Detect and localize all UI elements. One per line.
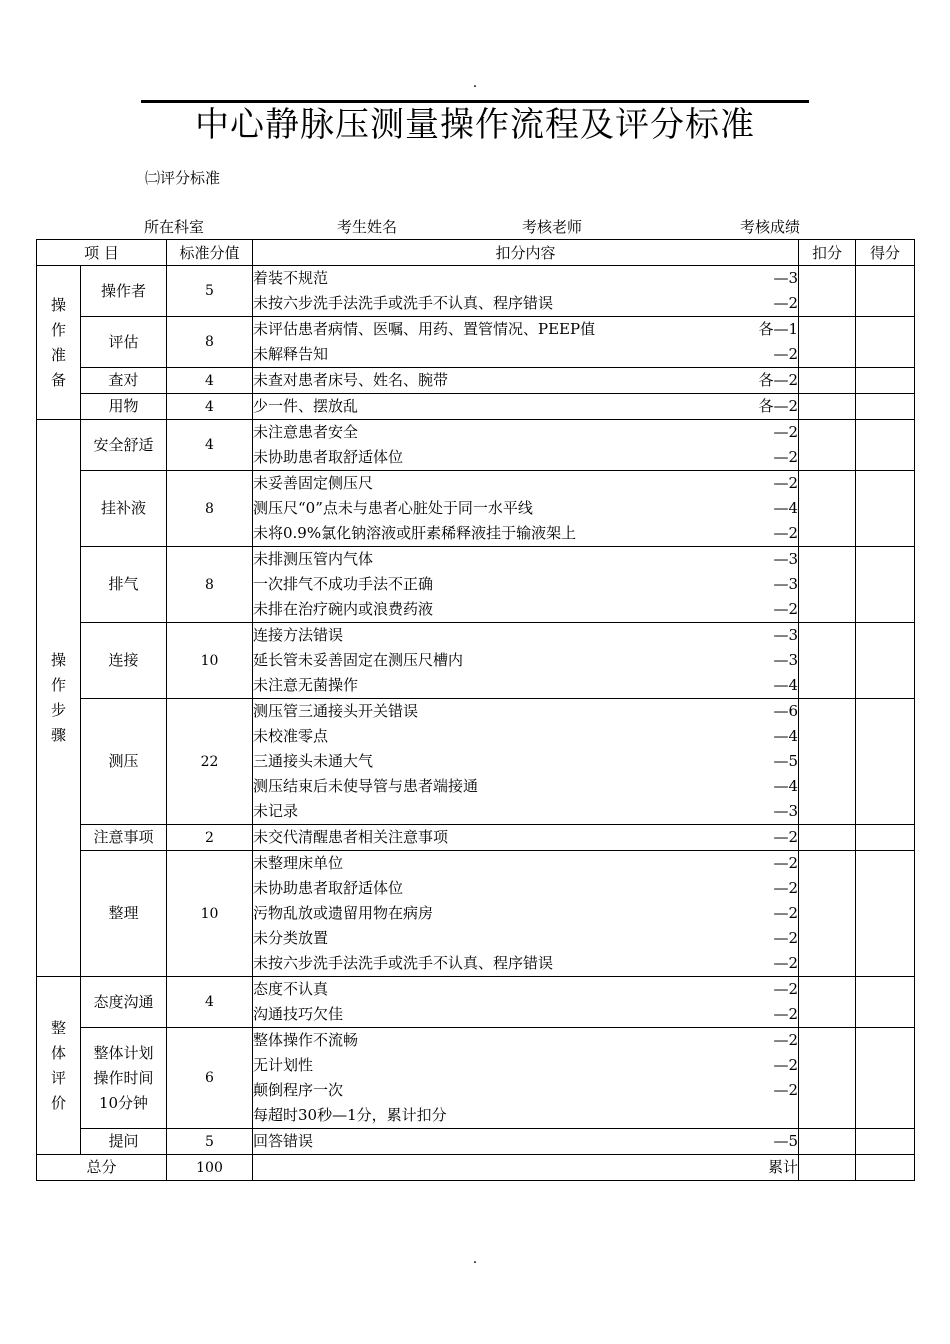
deduction-line [253,1028,798,1053]
deduction-line [253,420,798,445]
deduct-input-cell[interactable] [799,471,856,547]
deduction-line [253,1053,798,1078]
deduction-text: 未协助患者取舒适体位 [253,879,404,897]
deduction-content-cell [253,394,799,420]
item-cell [81,368,167,394]
deduction-points: —3 [773,575,798,593]
deduction-points: 各—1 [758,320,798,338]
deduction-line [253,699,798,724]
deduction-content-cell [253,471,799,547]
deduction-points: —2 [773,345,798,363]
item-label: 注意事项 [93,828,154,846]
deduction-points: —2 [773,980,798,998]
deduction-points: —2 [773,600,798,618]
deduction-text: 连接方法错误 [253,626,344,644]
item-label: 排气 [108,575,139,593]
standard-score-cell: 4 [167,420,253,471]
deduction-points: —4 [773,676,798,694]
item-cell [81,420,167,471]
deduction-content-cell [253,699,799,825]
deduction-points: —3 [773,550,798,568]
deduction-line [253,317,798,342]
page-marker-bottom: . [472,1251,478,1267]
deduction-content-cell [253,420,799,471]
table-row [37,851,915,977]
deduction-points: 各—2 [758,371,798,389]
deduction-text: 未交代清醒患者相关注意事项 [253,828,449,846]
deduction-points: —2 [773,904,798,922]
table-row [37,420,915,471]
deduction-points: —3 [773,269,798,287]
item-label: 整理 [108,904,139,922]
deduction-line [253,799,798,824]
item-label: 用物 [108,397,139,415]
category-cell [37,420,81,977]
table-row [37,623,915,699]
deduction-points: —2 [773,474,798,492]
deduction-text: 每超时30秒—1分，累计扣分 [253,1106,447,1124]
standard-score-cell: 8 [167,547,253,623]
item-label: 挂补液 [100,499,146,517]
score-input-cell[interactable] [856,394,915,420]
deduction-line [253,471,798,496]
item-cell [81,317,167,368]
category-label: 操作准备 [50,295,66,389]
deduction-text: 未注意患者安全 [253,423,359,441]
item-cell [81,547,167,623]
table-row [37,471,915,547]
deduction-points: —2 [773,828,798,846]
deduction-points: —3 [773,802,798,820]
deduction-line [253,851,798,876]
deduction-text: 未按六步洗手法洗手或洗手不认真、程序错误 [253,954,554,972]
score-input-cell[interactable] [856,623,915,699]
table-row [37,266,915,317]
deduction-line [253,977,798,1002]
item-label: 测压 [108,752,139,770]
standard-score-cell: 2 [167,825,253,851]
standard-score-cell: 8 [167,471,253,547]
table-header-row [37,240,915,266]
category-cell [37,977,81,1155]
deduction-text: 颠倒程序一次 [253,1081,344,1099]
deduction-text: 未解释告知 [253,345,329,363]
deduction-points: —5 [773,1132,798,1150]
deduction-points: —4 [773,499,798,517]
deduct-input-cell[interactable] [799,1028,856,1129]
deduction-points: —2 [773,954,798,972]
deduction-line [253,876,798,901]
item-label: 查对 [108,371,139,389]
header-deduct: 扣分 [799,240,856,266]
deduction-text: 未分类放置 [253,929,329,947]
total-label: 总分 [37,1155,167,1181]
table-row [37,1129,915,1155]
table-row [37,825,915,851]
deduction-text: 未排在治疗碗内或浪费药液 [253,600,434,618]
deduction-line [253,648,798,673]
deduction-points: —2 [773,524,798,542]
deduction-points: —2 [773,423,798,441]
item-cell [81,825,167,851]
item-cell [81,623,167,699]
header-got: 得分 [856,240,915,266]
deduction-text: 着装不规范 [253,269,329,287]
deduction-line [253,394,798,419]
deduction-points: —4 [773,727,798,745]
deduction-content-cell [253,851,799,977]
deduction-text: 未整理床单位 [253,854,344,872]
table-row [37,317,915,368]
deduction-line [253,368,798,393]
info-score-label: 考核成绩 [740,218,801,236]
standard-score-cell: 6 [167,1028,253,1129]
deduction-text: 未评估患者病情、医嘱、用药、置管情况、PEEP值 [253,320,596,338]
deduction-line [253,521,798,546]
deduction-text: 测压管三通接头开关错误 [253,702,419,720]
total-score-input-cell[interactable] [856,1155,915,1181]
standard-score-cell: 4 [167,977,253,1028]
deduction-points: —2 [773,294,798,312]
deduction-points: —5 [773,752,798,770]
deduction-line [253,445,798,470]
score-input-cell[interactable] [856,368,915,394]
table-row [37,547,915,623]
deduction-line [253,496,798,521]
deduction-line [253,266,798,291]
item-cell [81,1129,167,1155]
deduct-input-cell[interactable] [799,368,856,394]
deduction-points: —2 [773,929,798,947]
info-teacher-label: 考核老师 [522,218,583,236]
deduction-text: 测压尺“0”点未与患者心脏处于同一水平线 [253,499,533,517]
deduction-text: 未妥善固定侧压尺 [253,474,374,492]
score-table [36,239,915,1181]
standard-score-cell: 4 [167,394,253,420]
deduction-line [253,749,798,774]
item-label: 态度沟通 [93,992,154,1011]
standard-score-cell: 5 [167,266,253,317]
deduction-line [253,623,798,648]
item-label: 连接 [108,651,139,669]
score-input-cell[interactable] [856,851,915,977]
info-name-label: 考生姓名 [337,218,398,236]
deduction-points: —2 [773,854,798,872]
item-cell [81,394,167,420]
deduction-line [253,901,798,926]
deduction-text: 延长管未妥善固定在测压尺槽内 [253,651,464,669]
total-note: 累计 [767,1158,798,1176]
standard-score-cell: 10 [167,851,253,977]
deduction-points: —2 [773,1031,798,1049]
item-label: 操作者 [100,281,146,300]
deduct-input-cell[interactable] [799,851,856,977]
item-label-part: 整体计划 [93,1043,154,1062]
deduction-line [253,1078,798,1103]
deduct-input-cell[interactable] [799,623,856,699]
deduction-text: 无计划性 [253,1056,314,1074]
deduction-points: —6 [773,702,798,720]
deduction-points: —2 [773,879,798,897]
score-input-cell[interactable] [856,471,915,547]
deduct-input-cell[interactable] [799,547,856,623]
table-row [37,699,915,825]
deduction-points: —3 [773,626,798,644]
deduction-text: 少一件、摆放乱 [253,397,359,415]
section-subtitle: ㈡评分标准 [145,169,221,187]
deduction-content-cell [253,623,799,699]
total-note-line [253,1155,798,1180]
score-input-cell[interactable] [856,825,915,851]
deduction-points: 各—2 [758,397,798,415]
standard-score-cell: 5 [167,1129,253,1155]
deduction-text: 未校准零点 [253,727,329,745]
score-input-cell[interactable] [856,317,915,368]
deduction-line [253,724,798,749]
standard-score-cell: 4 [167,368,253,394]
deduction-text: 未按六步洗手法洗手或洗手不认真、程序错误 [253,294,554,312]
deduct-input-cell[interactable] [799,977,856,1028]
deduction-line [253,951,798,976]
deduction-text: 测压结束后未使导管与患者端接通 [253,777,479,795]
deduction-content-cell [253,547,799,623]
deduction-line [253,547,798,572]
deduction-points: —2 [773,448,798,466]
deduction-content-cell [253,266,799,317]
deduction-line [253,774,798,799]
deduction-line [253,572,798,597]
score-input-cell[interactable] [856,1129,915,1155]
total-row [37,1155,915,1181]
deduction-content-cell [253,317,799,368]
deduction-text: 未注意无菌操作 [253,676,359,694]
deduction-points: —4 [773,777,798,795]
score-input-cell[interactable] [856,547,915,623]
deduction-content-cell [253,977,799,1028]
item-cell [81,851,167,977]
item-label: 安全舒适 [93,435,154,454]
deduct-input-cell[interactable] [799,394,856,420]
deduction-points: —2 [773,1005,798,1023]
total-note-cell [253,1155,799,1181]
deduction-text: 沟通技巧欠佳 [253,1005,344,1023]
item-label-part: 操作时间 [93,1068,154,1087]
deduction-points: —3 [773,651,798,669]
table-row [37,394,915,420]
deduction-text: 未将0.9%氯化钠溶液或肝素稀释液挂于输液架上 [253,524,577,542]
deduction-text: 三通接头未通大气 [253,752,374,770]
item-label: 评估 [108,332,139,351]
header-item: 项 目 [37,240,167,266]
deduction-text: 态度不认真 [253,980,329,998]
document-title: 中心静脉压测量操作流程及评分标准 [195,105,755,145]
deduction-content-cell [253,368,799,394]
deduction-line [253,926,798,951]
deduction-text: 污物乱放或遗留用物在病房 [253,904,434,922]
category-cell [37,266,81,420]
total-deduct-cell[interactable] [799,1155,856,1181]
deduction-content-cell [253,1028,799,1129]
deduct-input-cell[interactable] [799,420,856,471]
score-input-cell[interactable] [856,420,915,471]
deduction-points: —2 [773,1056,798,1074]
deduction-line [253,1103,798,1128]
item-cell [81,471,167,547]
deduction-line [253,291,798,316]
item-cell [81,977,167,1028]
category-label: 整体评价 [50,1018,66,1112]
deduction-content-cell [253,825,799,851]
deduction-text: 未记录 [253,802,299,820]
item-label-part: 10分钟 [98,1093,149,1112]
deduction-line [253,673,798,698]
score-input-cell[interactable] [856,266,915,317]
deduction-line [253,1002,798,1027]
table-row [37,368,915,394]
item-cell [81,699,167,825]
deduction-text: 整体操作不流畅 [253,1031,359,1049]
item-cell [81,1028,167,1129]
deduction-text: 未协助患者取舒适体位 [253,448,404,466]
standard-score-cell: 10 [167,623,253,699]
score-input-cell[interactable] [856,699,915,825]
deduct-input-cell[interactable] [799,1129,856,1155]
deduction-content-cell [253,1129,799,1155]
deduction-line [253,597,798,622]
deduct-input-cell[interactable] [799,699,856,825]
table-row [37,1028,915,1129]
info-dept-label: 所在科室 [144,218,205,236]
total-score: 100 [167,1155,253,1181]
table-row [37,977,915,1028]
deduction-line [253,342,798,367]
score-input-cell[interactable] [856,1028,915,1129]
deduct-input-cell[interactable] [799,317,856,368]
header-deduction-content: 扣分内容 [253,240,799,266]
standard-score-cell: 22 [167,699,253,825]
deduction-line [253,1129,798,1154]
deduction-line [253,825,798,850]
item-label: 提问 [108,1132,139,1150]
standard-score-cell: 8 [167,317,253,368]
deduction-text: 未查对患者床号、姓名、腕带 [253,371,449,389]
score-input-cell[interactable] [856,977,915,1028]
header-standard-score: 标准分值 [167,240,253,266]
item-cell [81,266,167,317]
deduct-input-cell[interactable] [799,825,856,851]
deduction-text: 未排测压管内气体 [253,550,374,568]
deduction-text: 一次排气不成功手法不正确 [253,575,434,593]
category-label: 操作步骤 [50,651,66,744]
deduction-text: 回答错误 [253,1132,314,1150]
page-marker-top: . [472,75,478,91]
deduction-points: —2 [773,1081,798,1099]
deduct-input-cell[interactable] [799,266,856,317]
